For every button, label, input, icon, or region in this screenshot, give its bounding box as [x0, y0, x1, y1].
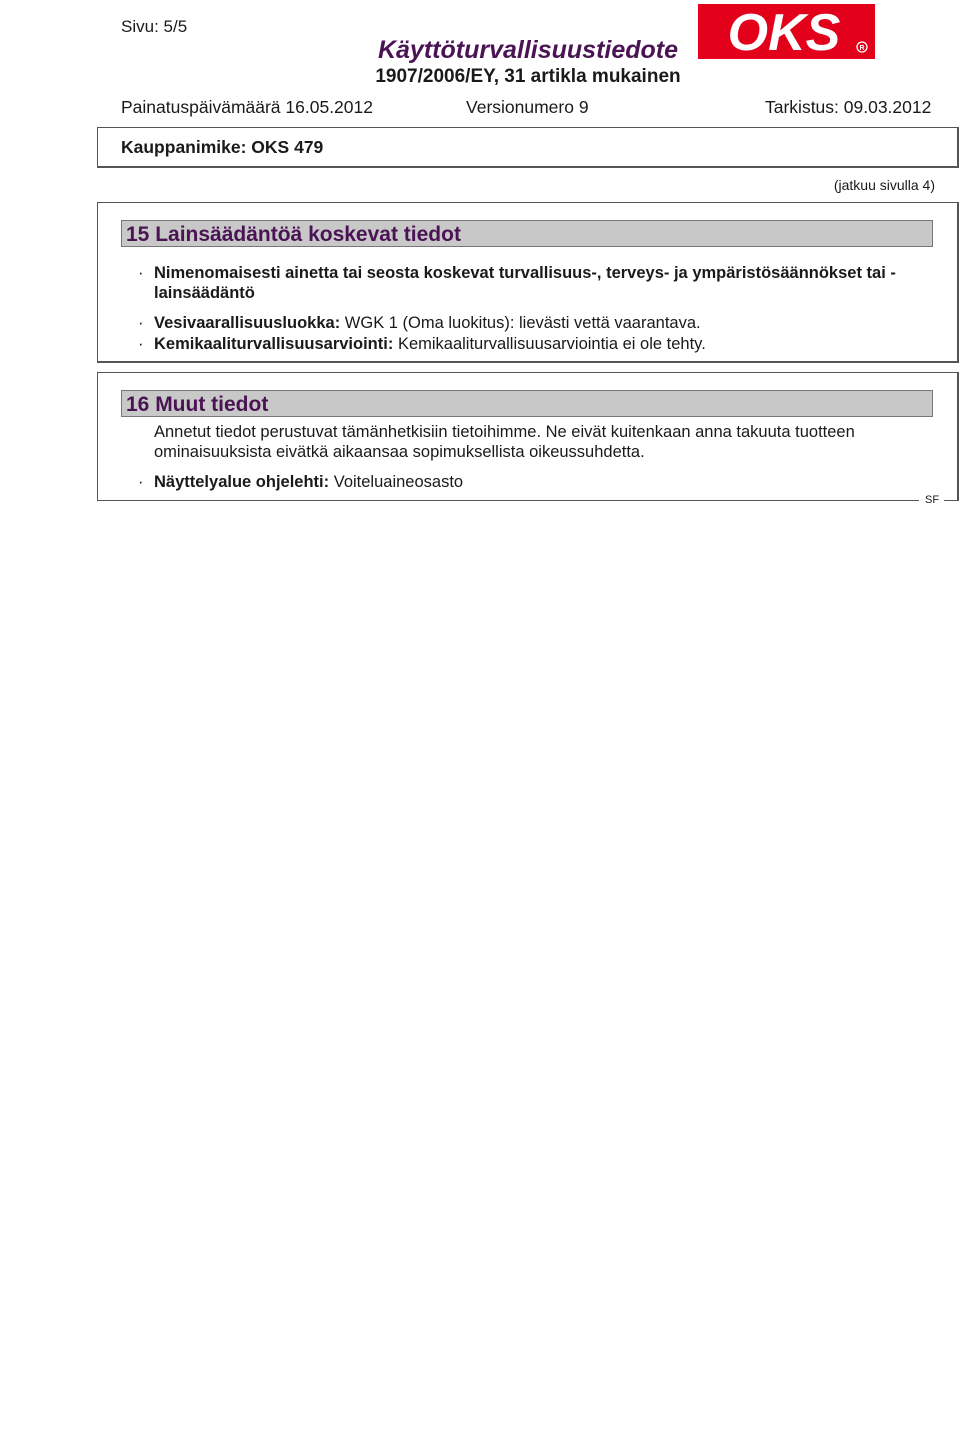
print-date: Painatuspäivämäärä 16.05.2012 [121, 97, 373, 117]
section-16 [97, 372, 959, 501]
oks-logo [698, 4, 875, 59]
section-16-title: 16 Muut tiedot [121, 390, 933, 417]
section-16-text: Annetut tiedot perustuvat tämänhetkisiin tietoihimme. Ne eivät kuitenkaan anna takuuta tuotteen ominaisuuksista eivätkä aikaansaa sopimuksellista oikeussuhdetta. [154, 423, 855, 461]
bottom-rule [97, 500, 919, 501]
item-label: Vesivaarallisuusluokka: [154, 314, 341, 332]
list-item: · Kemikaaliturvallisuusarviointi: Kemikaaliturvallisuusarviointia ei ole tehty. [138, 335, 706, 353]
trade-name: Kauppanimike: OKS 479 [121, 137, 324, 157]
item-value: Voiteluaineosasto [333, 473, 464, 491]
revision-date: Tarkistus: 09.03.2012 [765, 97, 932, 117]
document-subtitle: 1907/2006/EY, 31 artikla mukainen [375, 66, 681, 87]
item-value: WGK 1 (Oma luokitus): lievästi vettä vaarantava. [344, 314, 701, 332]
item-label: Nimenomaisesti ainetta tai seosta koskevat turvallisuus-, terveys- ja ympäristösäännökset tai -lainsäädäntö [154, 264, 896, 302]
item-label: Kemikaaliturvallisuusarviointi: [154, 335, 394, 353]
document-title: Käyttöturvallisuustiedote [377, 36, 679, 64]
item-label: Näyttelyalue ohjelehti: [154, 473, 330, 491]
continued-note: (jatkuu sivulla 4) [833, 177, 935, 193]
bottom-rule-end [944, 500, 958, 501]
page-number: Sivu: 5/5 [121, 17, 188, 36]
version-number: Versionumero 9 [466, 97, 589, 117]
section-15-title: 15 Lainsäädäntöä koskevat tiedot [121, 220, 933, 247]
section-15 [97, 202, 959, 363]
svg-text:R: R [859, 45, 865, 52]
trade-name-box [97, 127, 959, 168]
list-item: · Nimenomaisesti ainetta tai seosta koskevat turvallisuus-, terveys- ja ympäristösäännökset tai -lainsäädäntö [138, 264, 896, 302]
oks-logo-text: OKS [727, 4, 841, 59]
language-code: SF [925, 494, 940, 506]
item-value: Kemikaaliturvallisuusarviointia ei ole tehty. [397, 335, 706, 353]
list-item: · Näyttelyalue ohjelehti: Voiteluaineosasto [138, 473, 464, 491]
list-item: · Vesivaarallisuusluokka: WGK 1 (Oma luokitus): lievästi vettä vaarantava. [138, 314, 701, 332]
